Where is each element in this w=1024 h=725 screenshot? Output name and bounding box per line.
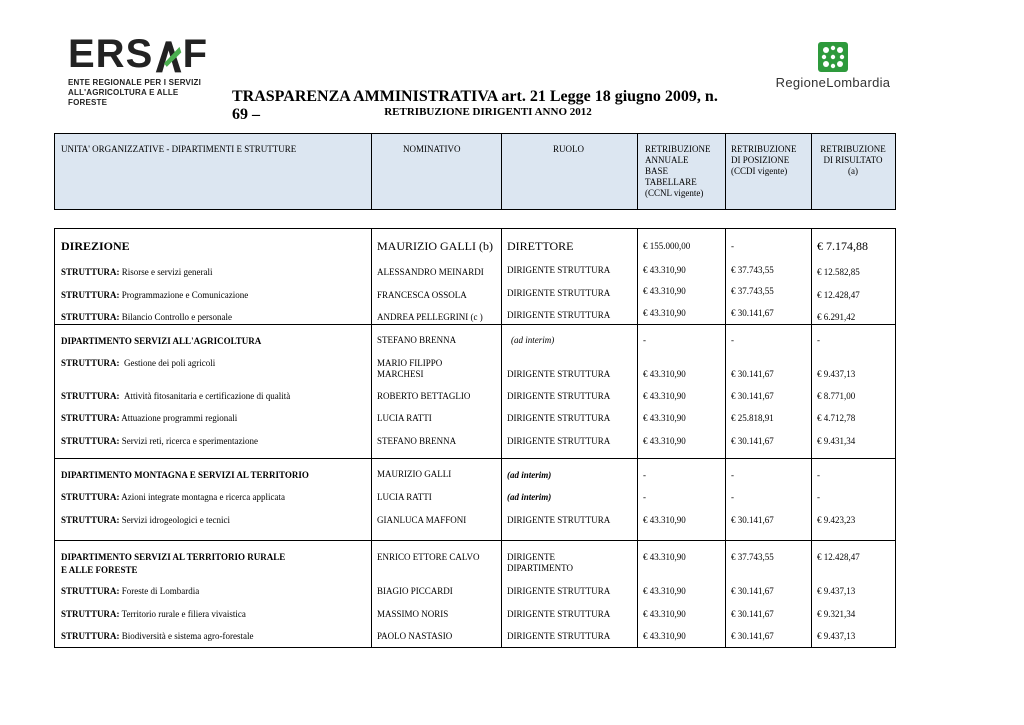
cell-risultato: € 7.174,88 (817, 239, 868, 253)
ersaf-wordmark (68, 34, 208, 74)
cell-risultato: € 12.428,47 (817, 552, 860, 562)
cell-risultato: € 9.437,13 (817, 631, 856, 641)
cell-risultato: € 4.712,78 (817, 413, 856, 423)
cell-unita: STRUTTURA: Attività fitosanitaria e certificazione di qualità (61, 391, 291, 401)
cell-posizione: € 30.141,67 (731, 609, 774, 619)
header-retribuzione-risultato: RETRIBUZIONE DI RISULTATO (a) (820, 144, 886, 176)
ersaf-word-left: ERS (68, 32, 154, 76)
cell-nominativo: BIAGIO PICCARDI (377, 586, 453, 596)
cell-nominativo: STEFANO BRENNA (377, 335, 457, 345)
cell-unita: STRUTTURA: Azioni integrate montagna e ricerca applicata (61, 492, 285, 502)
cell-posizione: € 37.743,55 (731, 286, 774, 296)
cell-ruolo: (ad interim) (511, 335, 555, 345)
cell-risultato: - (817, 335, 820, 345)
cell-ruolo: DIRIGENTE STRUTTURA (507, 391, 611, 401)
cell-nominativo: STEFANO BRENNA (377, 436, 457, 446)
cell-unita: DIPARTIMENTO SERVIZI ALL'AGRICOLTURA (61, 336, 262, 346)
cell-base: € 155.000,00 (643, 241, 691, 251)
cell-nominativo: MAURIZIO GALLI (377, 469, 452, 479)
page-subtitle: RETRIBUZIONE DIRIGENTI ANNO 2012 (384, 106, 592, 118)
cell-posizione: € 37.743,55 (731, 552, 774, 562)
retribuzioni-table (54, 228, 896, 648)
regione-lombardia-name: RegioneLombardia (775, 75, 891, 90)
cell-base: - (643, 492, 646, 502)
cell-base: € 43.310,90 (643, 308, 686, 318)
cell-base: € 43.310,90 (643, 286, 686, 296)
cell-base: € 43.310,90 (643, 436, 686, 446)
cell-unita: DIPARTIMENTO SERVIZI AL TERRITORIO RURALE E ALLE FORESTE (61, 552, 286, 575)
cell-ruolo: DIRIGENTE STRUTTURA (507, 586, 611, 596)
page-title: TRASPARENZA AMMINISTRATIVA art. 21 Legge 18 giugno 2009, n. 69 – (232, 88, 718, 123)
cell-ruolo: DIRIGENTE STRUTTURA (507, 369, 611, 379)
cell-posizione: € 30.141,67 (731, 515, 774, 525)
cell-posizione: € 30.141,67 (731, 436, 774, 446)
header-nominativo: NOMINATIVO (403, 144, 461, 154)
cell-nominativo: PAOLO NASTASIO (377, 631, 453, 641)
cell-risultato: € 9.431,34 (817, 436, 856, 446)
cell-unita: DIREZIONE (61, 239, 130, 253)
table-header (54, 133, 896, 210)
cell-nominativo: LUCIA RATTI (377, 492, 432, 502)
cell-risultato: € 6.291,42 (817, 312, 856, 322)
cell-unita: STRUTTURA: Risorse e servizi generali (61, 267, 213, 277)
cell-base: € 43.310,90 (643, 265, 686, 275)
cell-base: € 43.310,90 (643, 369, 686, 379)
cell-base: € 43.310,90 (643, 552, 686, 562)
cell-nominativo: MASSIMO NORIS (377, 609, 449, 619)
cell-base: € 43.310,90 (643, 413, 686, 423)
ersaf-a-leaf-icon (154, 38, 181, 74)
cell-base: € 43.310,90 (643, 609, 686, 619)
header-ruolo: RUOLO (553, 144, 584, 154)
cell-risultato: € 8.771,00 (817, 391, 856, 401)
ersaf-logo (68, 34, 208, 108)
cell-unita: STRUTTURA: Programmazione e Comunicazione (61, 290, 249, 300)
cell-unita: STRUTTURA: Attuazione programmi regionali (61, 413, 238, 423)
cell-risultato: € 12.428,47 (817, 290, 860, 300)
cell-unita: STRUTTURA: Servizi reti, ricerca e sperimentazione (61, 436, 258, 446)
ersaf-subtitle (68, 78, 208, 108)
cell-unita: STRUTTURA: Gestione dei poli agricoli (61, 358, 216, 368)
ersaf-line2: ALL'AGRICOLTURA E ALLE FORESTE (68, 88, 179, 107)
regione-lombardia-logo (768, 42, 898, 90)
cell-posizione: - (731, 241, 734, 251)
cell-base: € 43.310,90 (643, 631, 686, 641)
cell-ruolo: DIRIGENTE STRUTTURA (507, 288, 611, 298)
cell-ruolo: DIRIGENTE STRUTTURA (507, 515, 611, 525)
cell-base: € 43.310,90 (643, 391, 686, 401)
cell-posizione: € 30.141,67 (731, 308, 774, 318)
cell-ruolo: DIRIGENTE STRUTTURA (507, 609, 611, 619)
cell-posizione: € 30.141,67 (731, 631, 774, 641)
cell-ruolo: DIRIGENTE STRUTTURA (507, 413, 611, 423)
cell-unita: STRUTTURA: Biodiversità e sistema agro-forestale (61, 631, 254, 641)
cell-unita: STRUTTURA: Foreste di Lombardia (61, 586, 200, 596)
cell-posizione: € 30.141,67 (731, 391, 774, 401)
cell-unita: DIPARTIMENTO MONTAGNA E SERVIZI AL TERRITORIO (61, 470, 309, 480)
cell-ruolo: DIRIGENTE STRUTTURA (507, 631, 611, 641)
cell-posizione: - (731, 335, 734, 345)
cell-unita: STRUTTURA: Servizi idrogeologici e tecnici (61, 515, 230, 525)
cell-nominativo: FRANCESCA OSSOLA (377, 290, 467, 300)
cell-base: € 43.310,90 (643, 515, 686, 525)
cell-risultato: € 9.437,13 (817, 586, 856, 596)
header-retribuzione-posizione: RETRIBUZIONE DI POSIZIONE (CCDI vigente) (731, 144, 797, 176)
cell-ruolo: DIRETTORE (507, 239, 574, 253)
ersaf-word-right: F (182, 32, 208, 76)
cell-nominativo: LUCIA RATTI (377, 413, 432, 423)
cell-nominativo: GIANLUCA MAFFONI (377, 515, 467, 525)
cell-unita: STRUTTURA: Territorio rurale e filiera vivaistica (61, 609, 246, 619)
cell-posizione: € 37.743,55 (731, 265, 774, 275)
cell-ruolo: (ad interim) (507, 470, 552, 480)
cell-nominativo: MARIO FILIPPO MARCHESI (377, 358, 443, 379)
cell-posizione: € 25.818,91 (731, 413, 774, 423)
cell-base: - (643, 470, 646, 480)
cell-nominativo: ANDREA PELLEGRINI (c ) (377, 312, 483, 322)
cell-ruolo: DIRIGENTE STRUTTURA (507, 265, 611, 275)
cell-posizione: - (731, 492, 734, 502)
cell-risultato: € 9.423,23 (817, 515, 856, 525)
header-unita: UNITA' ORGANIZZATIVE - DIPARTIMENTI E STRUTTURE (61, 144, 297, 154)
cell-risultato: € 9.321,34 (817, 609, 856, 619)
cell-ruolo: DIRIGENTE STRUTTURA (507, 310, 611, 320)
cell-risultato: € 9.437,13 (817, 369, 856, 379)
cell-nominativo: ALESSANDRO MEINARDI (377, 267, 484, 277)
cell-unita: STRUTTURA: Bilancio Controllo e personale (61, 312, 232, 322)
cell-posizione: € 30.141,67 (731, 586, 774, 596)
cell-risultato: - (817, 470, 820, 480)
cell-ruolo: (ad interim) (507, 492, 552, 502)
cell-nominativo: ROBERTO BETTAGLIO (377, 391, 471, 401)
header-retribuzione-base: RETRIBUZIONE ANNUALE BASE TABELLARE (CCNL vigente) (645, 144, 711, 198)
cell-base: - (643, 335, 646, 345)
rosa-camuna-icon (818, 42, 848, 72)
cell-risultato: - (817, 492, 820, 502)
ersaf-line1: ENTE REGIONALE PER I SERVIZI (68, 78, 202, 87)
cell-posizione: € 30.141,67 (731, 369, 774, 379)
cell-base: € 43.310,90 (643, 586, 686, 596)
cell-nominativo: ENRICO ETTORE CALVO (377, 552, 480, 562)
cell-posizione: - (731, 470, 734, 480)
cell-nominativo: MAURIZIO GALLI (b) (377, 239, 493, 253)
cell-risultato: € 12.582,85 (817, 267, 860, 277)
cell-ruolo: DIRIGENTE STRUTTURA (507, 436, 611, 446)
cell-ruolo: DIRIGENTE DIPARTIMENTO (507, 552, 573, 573)
